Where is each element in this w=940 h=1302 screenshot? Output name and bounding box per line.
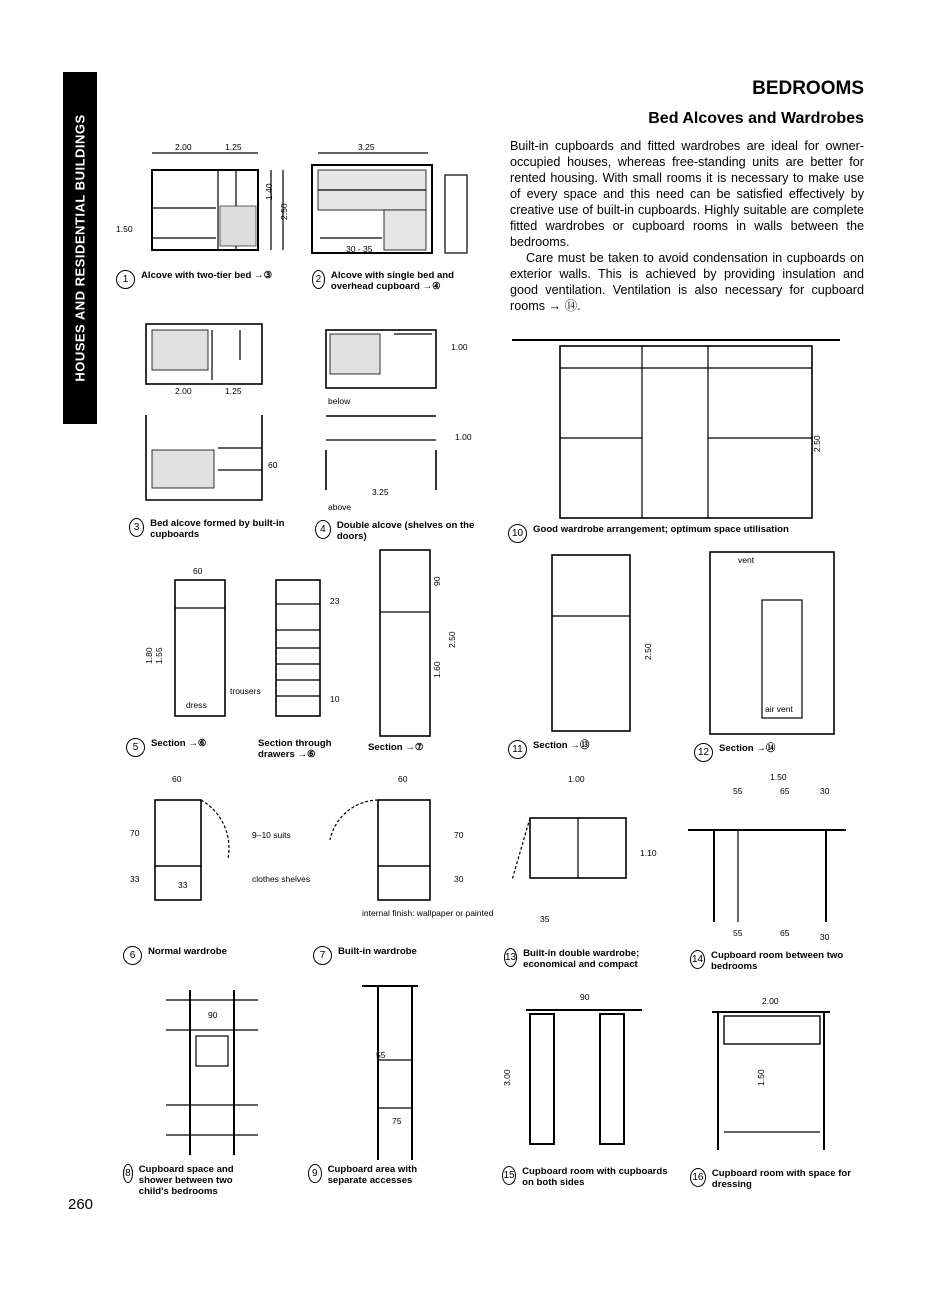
caption-7 [313, 946, 463, 965]
dim-label: 30 [820, 786, 830, 796]
caption-text: Alcove with two-tier bed →③ [141, 270, 273, 281]
dim-label: 1.25 [225, 386, 242, 396]
dim-label: 2.50 [643, 643, 653, 660]
caption-16 [690, 1168, 860, 1190]
dim-label: dress [186, 700, 207, 710]
caption-number: 16 [690, 1168, 706, 1187]
dim-label: 2.00 [175, 386, 192, 396]
dim-label: 70 [454, 830, 464, 840]
caption-3 [129, 518, 294, 540]
dim-label: below [328, 396, 351, 406]
dim-label: 33 [178, 880, 188, 890]
caption-15 [502, 1166, 672, 1188]
dim-label: 65 [780, 786, 790, 796]
caption-13 [504, 948, 674, 970]
caption-number: 7 [313, 946, 332, 965]
dim-label: 23 [330, 596, 340, 606]
caption-14 [690, 950, 850, 972]
caption-number: 13 [504, 948, 517, 967]
dim-label: 30 - 35 [346, 244, 373, 254]
dim-label: 1.80 [144, 647, 154, 664]
caption-number: 6 [123, 946, 142, 965]
dim-label: 33 [130, 874, 140, 884]
dim-label: 1.55 [154, 647, 164, 664]
caption-10 [508, 524, 838, 543]
dim-label: vent [738, 555, 755, 565]
caption-text: Section →⑥ [151, 738, 207, 749]
dim-label: 35 [540, 914, 550, 924]
caption-text: Section →⑬ [533, 740, 590, 751]
dim-label: 60 [268, 460, 278, 470]
dim-label: 1.60 [432, 661, 442, 678]
figure-10-wardrobe-arrangement [512, 340, 840, 518]
dim-label: 75 [392, 1116, 402, 1126]
figure-2-alcove-single-bed [312, 153, 467, 253]
dim-label: 90 [208, 1010, 218, 1020]
caption-4 [315, 520, 475, 542]
dim-label: trousers [230, 686, 261, 696]
dim-label: internal finish: wallpaper or painted [362, 908, 494, 918]
caption-number: 8 [123, 1164, 133, 1183]
page-number: 260 [68, 1196, 94, 1213]
caption-2 [312, 270, 482, 292]
spine-label: HOUSES AND RESIDENTIAL BUILDINGS [72, 114, 88, 382]
caption-text: Cupboard area with separate accesses [327, 1164, 418, 1186]
dim-label: 55 [733, 786, 743, 796]
figure-16-dressing-room [712, 1012, 830, 1150]
caption-5 [126, 738, 236, 757]
dim-label: 1.50 [116, 224, 133, 234]
dim-label: 2.00 [762, 996, 779, 1006]
dim-label: 1.40 [264, 183, 274, 200]
dim-label: 3.00 [502, 1069, 512, 1086]
dim-label: 30 [820, 932, 830, 942]
caption-11 [508, 740, 648, 759]
figure-1-alcove-two-tier-bed [152, 153, 283, 250]
dim-label: 70 [130, 828, 140, 838]
figure-5-sections [175, 550, 430, 736]
caption-text: Good wardrobe arrangement; optimum space utilisation [533, 524, 789, 535]
caption-number: 5 [126, 738, 145, 757]
caption-text: Cupboard room with space for dressing [711, 1168, 851, 1190]
dim-label: 60 [398, 774, 408, 784]
dim-label: 2.50 [812, 435, 822, 452]
caption-text: Cupboard space and shower between two child's bedrooms [138, 1164, 234, 1197]
caption-text: Cupboard room between two bedrooms [711, 950, 844, 972]
caption-text: Section →⑭ [719, 743, 776, 754]
caption-text: Built-in double wardrobe; economical and compact [523, 948, 640, 970]
figure-9-cupboard-separate-access [362, 986, 418, 1160]
caption-number: 14 [690, 950, 705, 969]
dim-label: 90 [580, 992, 590, 1002]
figure-3-bed-alcove-cupboards [146, 324, 262, 500]
page-subtitle: Bed Alcoves and Wardrobes [648, 110, 864, 127]
dim-label: clothes shelves [252, 874, 311, 884]
figure-14-cupboard-room [688, 830, 846, 922]
dim-label: 1.00 [568, 774, 585, 784]
caption-text: Cupboard room with cupboards on both sides [522, 1166, 668, 1188]
dim-label: 3.25 [358, 142, 375, 152]
figure-4-double-alcove [326, 330, 436, 490]
dim-label: 1.25 [225, 142, 242, 152]
dim-label: 60 [193, 566, 203, 576]
caption-5c: Section →⑦ [368, 742, 424, 753]
caption-number: 4 [315, 520, 331, 539]
dim-label: above [328, 502, 352, 512]
caption-12 [694, 743, 834, 762]
caption-number: 3 [129, 518, 144, 537]
dim-label: 1.00 [451, 342, 468, 352]
dim-label: air vent [765, 704, 793, 714]
dim-label: 1.10 [640, 848, 657, 858]
caption-text: Bed alcove formed by built-in cupboards [150, 518, 285, 540]
caption-text: Normal wardrobe [148, 946, 227, 957]
caption-number: 15 [502, 1166, 516, 1185]
caption-1 [116, 270, 286, 289]
dim-label: 2.50 [447, 631, 457, 648]
caption-text: Built-in wardrobe [338, 946, 417, 957]
dim-label: 1.50 [770, 772, 787, 782]
figure-7-built-in-wardrobe [330, 800, 430, 900]
dim-label: 30 [454, 874, 464, 884]
caption-number: 2 [312, 270, 325, 289]
intro-paragraph-1: Built-in cupboards and fitted wardrobes are ideal for owner-occupied houses, whereas free-standing units are better for rented housing. With small rooms it is necessary to make use of every space and this need can be satisfied effectively by creative use of built-in cupboards. Highly suitable are complete fitted wardrobes or cupboard rooms in walls between the bedrooms. [510, 139, 864, 249]
caption-number: 12 [694, 743, 713, 762]
dim-label: 9–10 suits [252, 830, 291, 840]
dim-label: 1.50 [756, 1069, 766, 1086]
caption-8 [123, 1164, 263, 1197]
dim-label: 65 [780, 928, 790, 938]
dim-label: 3.25 [372, 487, 389, 497]
intro-paragraph-2: Care must be taken to avoid condensation in cupboards on exterior walls. This is achieved by providing insulation and good ventilation. Ventilation is also necessary for cupboard rooms → ⑭. [510, 251, 864, 313]
dim-label: 60 [172, 774, 182, 784]
caption-number: 9 [308, 1164, 322, 1183]
page-title: BEDROOMS [752, 78, 864, 99]
caption-5b: Section through drawers →⑥ [258, 738, 332, 760]
figure-13-double-wardrobe [512, 818, 626, 880]
dim-label: 2.50 [279, 203, 289, 220]
dim-label: 90 [432, 576, 442, 586]
dim-label: 55 [376, 1050, 386, 1060]
figure-11-section [552, 555, 630, 731]
dim-label: 1.00 [455, 432, 472, 442]
dim-label: 10 [330, 694, 340, 704]
dim-label: 55 [733, 928, 743, 938]
caption-6 [123, 946, 273, 965]
caption-text: Double alcove (shelves on the doors) [336, 520, 475, 542]
caption-number: 11 [508, 740, 527, 759]
figure-15-cupboards-both-sides [526, 1010, 642, 1144]
caption-number: 10 [508, 524, 527, 543]
dim-label: 2.00 [175, 142, 192, 152]
caption-9 [308, 1164, 448, 1186]
figure-6-normal-wardrobe [155, 800, 229, 900]
caption-number: 1 [116, 270, 135, 289]
caption-text: Alcove with single bed and overhead cupboard →④ [330, 270, 455, 292]
